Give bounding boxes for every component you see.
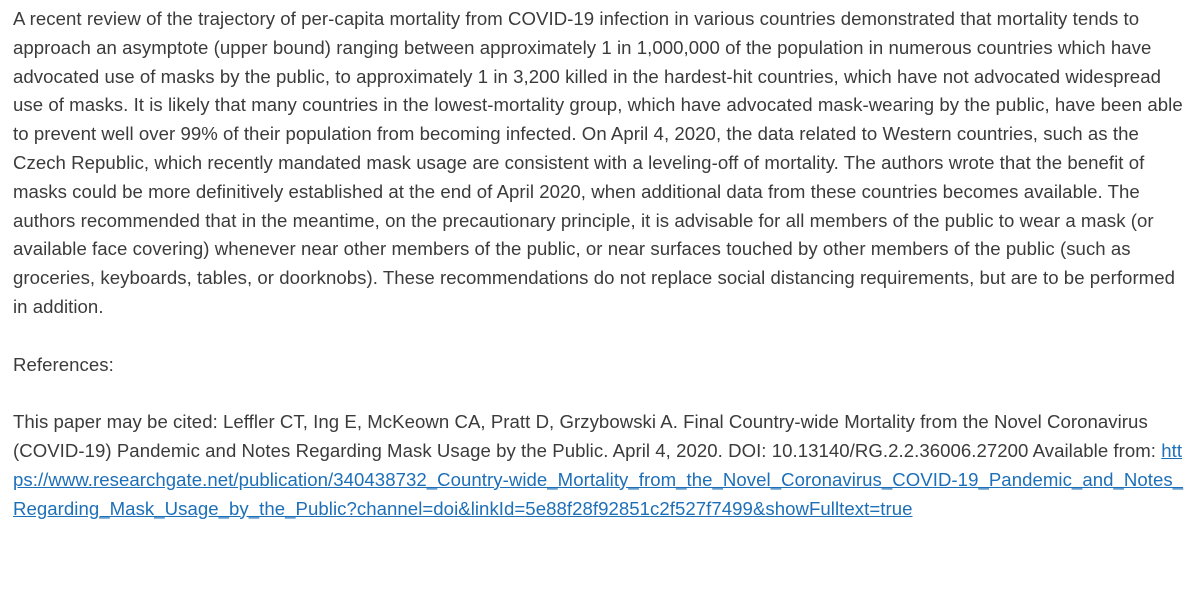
body-paragraph: A recent review of the trajectory of per-capita mortality from COVID-19 infection in various countries demonstrated that mortality tends to approach an asymptote (upper bound) ranging between approximately 1 in 1,000,000 of the population in numerous countries which have advocated use of masks by the public, to approximately 1 in 3,200 killed in the hardest-hit countries, which have not advocated widespread use of masks. It is likely that many countries in the lowest-mortality group, which have advocated mask-wearing by the public, have been able to prevent well over 99% of their population from becoming infected. On April 4, 2020, the data related to Western countries, such as the Czech Republic, which recently mandated mask usage are consistent with a leveling-off of mortality. The authors wrote that the benefit of masks could be more definitively established at the end of April 2020, when additional data from these countries becomes available. The authors recommended that in the meantime, on the precautionary principle, it is advisable for all members of the public to wear a mask (or available face covering) whenever near other members of the public, or near surfaces touched by other members of the public (such as groceries, keyboards, tables, or doorknobs). These recommendations do not replace social distancing requirements, but are to be performed in addition.: [13, 8, 1183, 317]
citation-text: This paper may be cited: Leffler CT, Ing E, McKeown CA, Pratt D, Grzybowski A. Final Country-wide Mortality from the Novel Coronavirus (COVID-19) Pandemic and Notes Regarding Mask Usage by the Public. April 4, 2020. DOI: 10.13140/RG.2.2.36006.27200 Available from:: [13, 411, 1162, 461]
spacer: [13, 322, 1186, 351]
references-heading: References:: [13, 353, 114, 375]
citation-link[interactable]: https://www.researchgate.net/publication/340438732_Country-wide_Mortality_from_the_Novel_Coronavirus_COVID-19_Pandemic_and_Notes_Regarding_Mask_Usage_by_the_Public?channel=doi&linkId=5e88f28f92851c2f527f7499&showFulltext=true: [13, 439, 1184, 519]
citation: [13, 408, 1186, 523]
spacer: [13, 379, 1186, 408]
